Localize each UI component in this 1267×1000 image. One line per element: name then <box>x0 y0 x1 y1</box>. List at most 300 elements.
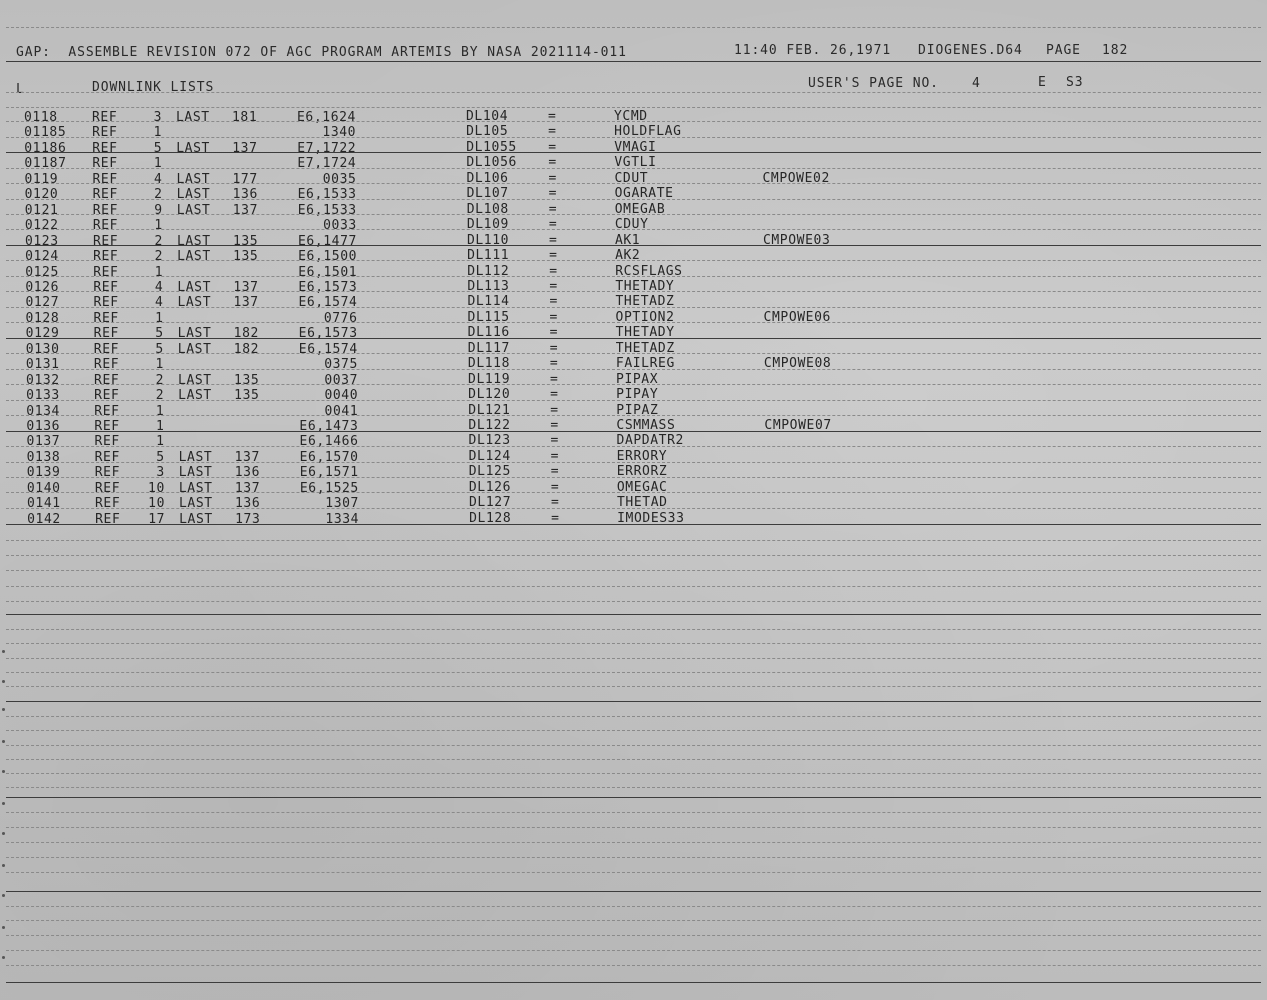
ruled-line-dashed <box>6 540 1261 541</box>
cell-count: 5 <box>156 449 165 465</box>
cell-dl: DL1056 <box>466 155 517 171</box>
cell-eq: = <box>549 248 558 264</box>
cell-dl: DL122 <box>468 418 511 433</box>
cell-dl: DL116 <box>467 325 510 341</box>
cell-name: YCMD <box>614 109 648 124</box>
cell-note: CMPOWE03 <box>762 232 831 248</box>
ruled-line-dashed <box>6 906 1261 907</box>
ruled-line-dashed <box>6 745 1261 746</box>
margin-tick <box>2 650 5 653</box>
listing-operator: DIOGENES.D64 <box>918 43 1023 58</box>
cell-last: LAST <box>176 140 210 156</box>
cell-eq: = <box>548 201 558 217</box>
cell-addr: E6,1473 <box>299 419 359 434</box>
ruled-line-dashed <box>6 629 1261 630</box>
cell-line: 0141 <box>27 496 61 512</box>
cell-dl: DL127 <box>469 495 512 511</box>
cell-note: CMPOWE02 <box>762 170 830 186</box>
cell-eq: = <box>549 356 559 372</box>
ruled-line-dashed <box>6 492 1261 493</box>
cell-lastno: 137 <box>233 279 259 295</box>
cell-dl: DL107 <box>466 186 509 202</box>
cell-dl: DL126 <box>468 479 512 495</box>
cell-name: ERRORY <box>616 448 668 464</box>
cell-line: 0122 <box>24 218 59 234</box>
cell-line: 0139 <box>26 465 61 481</box>
ruled-line <box>6 982 1261 983</box>
cell-name: IMODES33 <box>617 510 685 526</box>
cell-dl: DL121 <box>468 402 511 418</box>
cell-line: 0123 <box>24 233 59 249</box>
cell-lastno: 177 <box>232 171 258 187</box>
cell-name: CSMMASS <box>616 418 676 433</box>
ruled-line-dashed <box>6 168 1261 169</box>
ruled-line <box>6 797 1261 798</box>
cell-ref: REF <box>92 110 118 125</box>
cell-name: OGARATE <box>614 186 674 202</box>
cell-ref: REF <box>93 310 119 326</box>
cell-ref: REF <box>92 171 118 187</box>
cell-addr: 1307 <box>325 496 359 512</box>
cell-line: 0132 <box>26 372 60 388</box>
ruled-line-dashed <box>6 415 1261 416</box>
cell-addr: E6,1624 <box>297 110 356 125</box>
cell-count: 17 <box>148 511 166 527</box>
cell-count: 1 <box>155 310 164 326</box>
cell-addr: E6,1466 <box>299 434 359 450</box>
cell-addr: 0033 <box>323 218 357 234</box>
cell-dl: DL1055 <box>466 139 517 155</box>
cell-eq: = <box>550 433 559 449</box>
cell-ref: REF <box>94 480 121 496</box>
cell-name: OMEGAC <box>616 479 668 495</box>
ruled-line-dashed <box>6 477 1261 478</box>
cell-name: VMAGI <box>614 139 657 155</box>
cell-ref: REF <box>92 202 118 218</box>
cell-dl: DL125 <box>468 464 511 480</box>
cell-last: LAST <box>178 388 212 404</box>
cell-eq: = <box>548 170 557 186</box>
users-page-tag-a: E <box>1038 75 1047 90</box>
cell-count: 1 <box>153 125 163 141</box>
ruled-line-dashed <box>6 229 1261 230</box>
cell-dl: DL109 <box>466 217 509 233</box>
ruled-line-dashed <box>6 369 1261 370</box>
margin-tick <box>2 926 5 929</box>
cell-name: VGTLI <box>614 155 657 171</box>
ruled-line <box>6 431 1261 432</box>
cell-ref: REF <box>94 403 120 419</box>
cell-last: LAST <box>176 233 211 249</box>
ruled-line-dashed <box>6 643 1261 644</box>
users-page-tag-b: S3 <box>1066 75 1084 90</box>
cell-name: THETADY <box>615 325 675 341</box>
section-marker: L <box>16 82 25 97</box>
cell-name: CDUT <box>614 170 649 186</box>
cell-lastno: 135 <box>233 249 259 265</box>
cell-dl: DL105 <box>466 124 509 140</box>
cell-dl: DL114 <box>467 294 510 310</box>
cell-dl: DL111 <box>467 248 510 264</box>
cell-addr: E7,1722 <box>297 140 357 156</box>
cell-ref: REF <box>93 341 120 357</box>
cell-eq: = <box>549 325 559 341</box>
cell-eq: = <box>550 387 559 403</box>
cell-name: THETADY <box>615 278 675 294</box>
ruled-line-dashed <box>6 672 1261 673</box>
cell-line: 0131 <box>25 357 60 373</box>
ruled-line <box>6 245 1261 246</box>
page-label: PAGE <box>1046 43 1081 58</box>
ruled-line <box>6 701 1261 702</box>
ruled-line-dashed <box>6 730 1261 731</box>
cell-ref: REF <box>92 125 118 141</box>
cell-addr: E6,1533 <box>297 187 357 203</box>
ruled-line <box>6 891 1261 892</box>
cell-count: 1 <box>156 434 165 450</box>
cell-line: 0136 <box>26 419 61 434</box>
ruled-line-dashed <box>6 759 1261 760</box>
cell-dl: DL124 <box>468 448 511 464</box>
cell-line: 01185 <box>24 125 67 141</box>
cell-name: FAILREG <box>615 356 675 372</box>
ruled-line <box>6 338 1261 339</box>
cell-line: 0120 <box>24 187 59 203</box>
ruled-line-dashed <box>6 586 1261 587</box>
ruled-line-dashed <box>6 601 1261 602</box>
margin-tick <box>2 680 5 683</box>
ruled-line-dashed <box>6 322 1261 323</box>
cell-count: 5 <box>153 140 163 156</box>
cell-last: LAST <box>177 341 212 357</box>
listing-title: GAP: ASSEMBLE REVISION 072 OF AGC PROGRAM ARTEMIS BY NASA 2021114-011 <box>16 45 627 60</box>
cell-eq: = <box>549 263 558 279</box>
cell-ref: REF <box>92 233 119 249</box>
cell-addr: E6,1571 <box>299 465 359 481</box>
cell-eq: = <box>548 139 557 155</box>
cell-count: 2 <box>154 249 164 265</box>
ruled-line-dashed <box>6 307 1261 308</box>
cell-last: LAST <box>176 110 210 125</box>
ruled-line-dashed <box>6 935 1261 936</box>
cell-ref: REF <box>92 218 119 234</box>
cell-name: AK2 <box>615 248 641 264</box>
cell-addr: E6,1525 <box>299 480 359 496</box>
ruled-line-dashed <box>6 137 1261 138</box>
cell-dl: DL112 <box>467 263 510 279</box>
cell-line: 0128 <box>25 310 60 326</box>
cell-line: 0140 <box>26 480 61 496</box>
cell-count: 2 <box>155 372 165 388</box>
cell-dl: DL128 <box>469 510 512 526</box>
cell-line: 0118 <box>24 110 58 125</box>
cell-addr: 0040 <box>324 388 359 404</box>
cell-name: OMEGAB <box>614 201 666 217</box>
cell-count: 5 <box>155 326 164 342</box>
margin-tick <box>2 802 5 805</box>
cell-dl: DL106 <box>466 170 509 186</box>
cell-lastno: 173 <box>235 511 261 527</box>
cell-addr: E6,1477 <box>297 233 357 249</box>
ruled-line-dashed <box>6 920 1261 921</box>
cell-line: 0142 <box>27 511 61 527</box>
cell-count: 4 <box>155 295 164 311</box>
cell-dl: DL113 <box>467 278 510 294</box>
margin-tick <box>2 740 5 743</box>
ruled-line-dashed <box>6 27 1261 28</box>
ruled-line-dashed <box>6 827 1261 828</box>
cell-addr: E6,1573 <box>298 326 358 342</box>
cell-count: 9 <box>154 202 163 218</box>
cell-last: LAST <box>178 465 213 481</box>
cell-lastno: 182 <box>233 326 259 342</box>
cell-addr: 0035 <box>322 171 357 187</box>
cell-addr: 0776 <box>323 310 358 326</box>
ruled-line-dashed <box>6 716 1261 717</box>
cell-ref: REF <box>94 388 120 404</box>
ruled-line <box>6 152 1261 153</box>
ruled-line-dashed <box>6 965 1261 966</box>
cell-line: 0134 <box>26 403 60 419</box>
cell-dl: DL117 <box>467 340 510 356</box>
cell-name: PIPAY <box>616 387 659 403</box>
cell-eq: = <box>548 217 558 233</box>
cell-count: 1 <box>153 156 163 172</box>
cell-eq: = <box>548 109 557 124</box>
cell-ref: REF <box>93 357 120 373</box>
cell-lastno: 137 <box>234 449 260 465</box>
cell-line: 01186 <box>24 140 67 156</box>
cell-line: 0126 <box>25 279 60 295</box>
cell-count: 1 <box>154 218 163 234</box>
ruled-line-dashed <box>6 446 1261 447</box>
margin-tick <box>2 894 5 897</box>
cell-last: LAST <box>177 326 212 342</box>
cell-last: LAST <box>178 372 212 388</box>
ruled-line-dashed <box>6 857 1261 858</box>
ruled-line-dashed <box>6 872 1261 873</box>
ruled-line-dashed <box>6 555 1261 556</box>
cell-last: LAST <box>176 187 211 203</box>
ruled-line-dashed <box>6 812 1261 813</box>
cell-line: 01187 <box>24 156 67 172</box>
cell-line: 0119 <box>24 171 59 187</box>
cell-lastno: 181 <box>232 110 258 125</box>
cell-ref: REF <box>95 511 121 527</box>
cell-note: CMPOWE08 <box>763 356 832 372</box>
cell-last: LAST <box>179 496 213 512</box>
cell-count: 1 <box>154 264 164 280</box>
cell-count: 1 <box>155 403 165 419</box>
ruled-line-dashed <box>6 121 1261 122</box>
cell-ref: REF <box>94 465 121 481</box>
cell-dl: DL104 <box>466 109 509 124</box>
cell-last: LAST <box>177 279 212 295</box>
cell-count: 2 <box>154 187 163 203</box>
ruled-line-dashed <box>6 787 1261 788</box>
cell-eq: = <box>548 232 558 248</box>
users-page-label: USER'S PAGE NO. <box>808 76 939 91</box>
cell-count: 2 <box>154 233 163 249</box>
cell-lastno: 182 <box>233 341 260 357</box>
cell-addr: E6,1573 <box>298 279 358 295</box>
cell-last: LAST <box>178 449 213 465</box>
cell-name: DAPDATR2 <box>616 433 684 449</box>
cell-eq: = <box>549 340 559 356</box>
cell-count: 5 <box>155 341 164 357</box>
cell-last: LAST <box>176 171 211 187</box>
cell-line: 0130 <box>25 341 60 357</box>
cell-eq: = <box>549 278 558 294</box>
cell-addr: 1334 <box>325 511 360 527</box>
cell-ref: REF <box>93 295 119 311</box>
cell-eq: = <box>551 510 560 526</box>
cell-name: PIPAZ <box>616 402 659 418</box>
cell-lastno: 135 <box>234 372 260 388</box>
cell-name: HOLDFLAG <box>614 124 682 140</box>
cell-line: 0133 <box>26 388 60 404</box>
cell-count: 4 <box>154 171 163 187</box>
cell-name: THETADZ <box>615 340 675 356</box>
cell-lastno: 136 <box>234 465 261 481</box>
cell-count: 10 <box>148 496 165 512</box>
cell-dl: DL119 <box>468 371 511 387</box>
ruled-line-dashed <box>6 842 1261 843</box>
ruled-line-dashed <box>6 658 1261 659</box>
cell-last: LAST <box>176 202 211 218</box>
ruled-line-dashed <box>6 686 1261 687</box>
page-number: 182 <box>1102 43 1129 58</box>
cell-name: PIPAX <box>616 371 659 387</box>
cell-ref: REF <box>92 187 118 203</box>
cell-addr: E6,1570 <box>299 449 359 465</box>
cell-ref: REF <box>93 249 119 265</box>
ruled-line-dashed <box>6 384 1261 385</box>
cell-name: RCSFLAGS <box>615 263 683 279</box>
cell-eq: = <box>550 464 560 480</box>
cell-addr: E7,1724 <box>297 156 357 172</box>
cell-addr: E6,1574 <box>298 341 358 357</box>
ruled-line-dashed <box>6 400 1261 401</box>
cell-ref: REF <box>94 449 120 465</box>
ruled-line-dashed <box>6 462 1261 463</box>
cell-eq: = <box>550 448 560 464</box>
margin-tick <box>2 864 5 867</box>
cell-addr: 0375 <box>324 357 358 373</box>
cell-dl: DL123 <box>468 433 511 449</box>
cell-dl: DL115 <box>467 309 510 325</box>
cell-eq: = <box>551 495 560 511</box>
cell-ref: REF <box>94 434 120 450</box>
cell-name: CDUY <box>614 217 649 233</box>
cell-last: LAST <box>177 295 212 311</box>
cell-addr: E6,1533 <box>297 202 357 218</box>
cell-last: LAST <box>178 480 213 496</box>
cell-dl: DL108 <box>466 201 509 217</box>
cell-ref: REF <box>92 156 118 172</box>
cell-ref: REF <box>94 372 120 388</box>
listing-timestamp: 11:40 FEB. 26,1971 <box>734 43 892 58</box>
ruled-line-dashed <box>6 508 1261 509</box>
cell-ref: REF <box>92 140 118 156</box>
cell-eq: = <box>548 155 557 171</box>
cell-eq: = <box>550 418 559 433</box>
cell-ref: REF <box>93 326 119 342</box>
cell-lastno: 136 <box>232 187 258 203</box>
cell-note: CMPOWE06 <box>763 309 831 325</box>
cell-ref: REF <box>93 279 119 295</box>
cell-eq: = <box>550 479 560 495</box>
cell-line: 0127 <box>25 295 60 311</box>
cell-count: 3 <box>153 110 162 125</box>
cell-lastno: 135 <box>232 233 259 249</box>
cell-line: 0129 <box>25 326 60 342</box>
cell-ref: REF <box>94 419 120 434</box>
cell-note: CMPOWE07 <box>764 418 832 433</box>
ruled-line-dashed <box>6 199 1261 200</box>
cell-eq: = <box>550 402 559 418</box>
ruled-line-dashed <box>6 183 1261 184</box>
cell-addr: 1340 <box>322 125 357 141</box>
ruled-line-dashed <box>6 773 1261 774</box>
cell-dl: DL110 <box>466 232 510 248</box>
cell-count: 10 <box>148 480 165 496</box>
cell-lastno: 137 <box>232 202 258 218</box>
ruled-line-dashed <box>6 276 1261 277</box>
cell-count: 4 <box>154 279 164 295</box>
section-title: DOWNLINK LISTS <box>92 80 215 95</box>
ruled-line-dashed <box>6 260 1261 261</box>
ruled-line <box>6 61 1261 62</box>
cell-ref: REF <box>93 264 119 280</box>
cell-line: 0138 <box>26 449 61 465</box>
ruled-line <box>6 614 1261 615</box>
cell-eq: = <box>550 371 559 387</box>
cell-last: LAST <box>179 511 213 527</box>
cell-ref: REF <box>95 496 121 512</box>
ruled-line-dashed <box>6 570 1261 571</box>
margin-tick <box>2 770 5 773</box>
cell-count: 2 <box>155 388 165 404</box>
cell-name: AK1 <box>614 232 641 248</box>
cell-addr: 0041 <box>324 403 359 419</box>
cell-dl: DL120 <box>468 387 511 403</box>
cell-eq: = <box>549 309 558 325</box>
ruled-line-dashed <box>6 353 1261 354</box>
cell-last: LAST <box>177 249 211 265</box>
cell-eq: = <box>549 294 558 310</box>
cell-name: THETADZ <box>615 294 675 310</box>
cell-name: ERRORZ <box>616 464 668 480</box>
cell-line: 0124 <box>25 249 59 265</box>
cell-addr: 0037 <box>324 372 359 388</box>
cell-eq: = <box>548 124 557 140</box>
cell-lastno: 137 <box>232 140 258 156</box>
ruled-line-dashed <box>6 214 1261 215</box>
users-page-number: 4 <box>972 76 981 91</box>
cell-lastno: 137 <box>233 295 259 311</box>
ruled-line-dashed <box>6 291 1261 292</box>
ruled-line-dashed <box>6 950 1261 951</box>
cell-lastno: 137 <box>234 480 261 496</box>
cell-count: 3 <box>156 465 165 481</box>
cell-addr: E6,1501 <box>298 264 358 280</box>
cell-eq: = <box>548 186 558 202</box>
ruled-line <box>6 524 1261 525</box>
cell-line: 0137 <box>26 434 61 450</box>
cell-count: 1 <box>155 357 164 373</box>
margin-tick <box>2 832 5 835</box>
